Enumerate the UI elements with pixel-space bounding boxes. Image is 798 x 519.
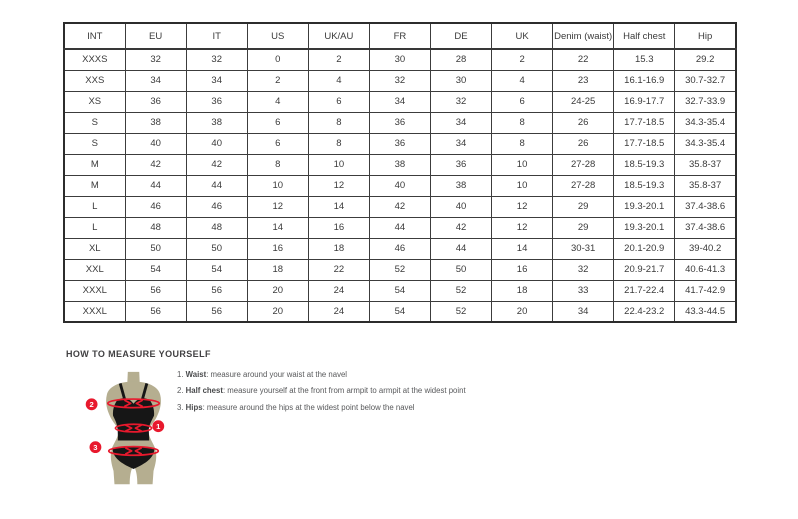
size-value-cell: 26 [553,133,614,154]
size-value-cell: 24-25 [553,91,614,112]
size-value-cell: 6 [247,133,308,154]
size-row [64,280,736,301]
size-value-cell: 26 [553,112,614,133]
size-value-cell: 14 [492,238,553,259]
size-row [64,217,736,238]
measure-step-term: Hips [185,402,203,412]
size-value-cell: 46 [369,238,430,259]
size-value-cell: 40 [186,133,247,154]
size-label-cell: XXS [64,70,125,91]
size-value-cell: 6 [247,112,308,133]
size-value-cell: 48 [125,217,186,238]
size-value-cell: 17.7-18.5 [614,133,675,154]
size-value-cell: 20 [247,280,308,301]
size-value-cell: 4 [492,70,553,91]
measure-steps [177,371,466,420]
size-value-cell: 42 [369,196,430,217]
size-value-cell: 16 [308,217,369,238]
measure-step: 3. Hips: measure around the hips at the widest point below the navel [177,402,415,412]
size-label-cell: XXL [64,259,125,280]
size-value-cell: 22 [553,49,614,70]
measure-section-title: HOW TO MEASURE YOURSELF [66,349,211,359]
size-value-cell: 48 [186,217,247,238]
size-value-cell: 30.7-32.7 [675,70,736,91]
size-value-cell: 8 [492,133,553,154]
size-value-cell: 12 [492,217,553,238]
size-value-cell: 54 [125,259,186,280]
size-row [64,301,736,322]
size-value-cell: 34 [553,301,614,322]
size-table-head [64,23,736,49]
size-value-cell: 40 [430,196,491,217]
size-value-cell: 52 [369,259,430,280]
size-value-cell: 20 [247,301,308,322]
size-value-cell: 46 [186,196,247,217]
chest-badge-number: 2 [89,400,94,410]
size-value-cell: 18 [308,238,369,259]
size-value-cell: 42 [125,154,186,175]
size-value-cell: 17.7-18.5 [614,112,675,133]
size-label-cell: M [64,154,125,175]
size-value-cell: 36 [369,112,430,133]
size-value-cell: 22.4-23.2 [614,301,675,322]
size-value-cell: 52 [430,280,491,301]
size-value-cell: 16.9-17.7 [614,91,675,112]
size-value-cell: 24 [308,280,369,301]
size-value-cell: 29 [553,217,614,238]
size-row [64,259,736,280]
size-label-cell: M [64,175,125,196]
size-value-cell: 19.3-20.1 [614,196,675,217]
size-value-cell: 19.3-20.1 [614,217,675,238]
size-value-cell: 34.3-35.4 [675,112,736,133]
size-value-cell: 2 [492,49,553,70]
column-header: UK [492,23,553,49]
size-value-cell: 14 [308,196,369,217]
hips-badge-number: 3 [93,442,98,452]
size-value-cell: 44 [125,175,186,196]
size-value-cell: 30 [369,49,430,70]
size-table-body [64,49,736,322]
size-value-cell: 10 [492,154,553,175]
measurement-figure [84,371,184,489]
size-value-cell: 38 [186,112,247,133]
column-header: UK/AU [308,23,369,49]
size-value-cell: 36 [369,133,430,154]
size-label-cell: L [64,196,125,217]
size-label-cell: S [64,112,125,133]
column-header: DE [430,23,491,49]
size-value-cell: 20.1-20.9 [614,238,675,259]
size-value-cell: 6 [492,91,553,112]
size-value-cell: 34 [125,70,186,91]
size-label-cell: XS [64,91,125,112]
size-value-cell: 32 [186,49,247,70]
size-value-cell: 46 [125,196,186,217]
size-value-cell: 29.2 [675,49,736,70]
size-value-cell: 23 [553,70,614,91]
size-value-cell: 20 [492,301,553,322]
size-row [64,154,736,175]
size-value-cell: 50 [430,259,491,280]
size-row [64,175,736,196]
size-value-cell: 56 [125,280,186,301]
size-value-cell: 16 [492,259,553,280]
size-value-cell: 50 [186,238,247,259]
header-row [64,23,736,49]
waist-badge-number: 1 [156,421,161,431]
size-value-cell: 27-28 [553,175,614,196]
size-value-cell: 8 [308,112,369,133]
measure-step: 1. Waist: measure around your waist at the navel [177,370,348,379]
size-value-cell: 37.4-38.6 [675,217,736,238]
size-value-cell: 42 [430,217,491,238]
size-value-cell: 52 [430,301,491,322]
size-label-cell: XXXS [64,49,125,70]
size-value-cell: 44 [369,217,430,238]
size-value-cell: 12 [247,196,308,217]
size-value-cell: 56 [186,280,247,301]
size-value-cell: 10 [492,175,553,196]
size-value-cell: 32 [125,49,186,70]
size-value-cell: 18 [247,259,308,280]
size-value-cell: 32.7-33.9 [675,91,736,112]
column-header: Denim (waist) [553,23,614,49]
size-value-cell: 33 [553,280,614,301]
size-value-cell: 44 [430,238,491,259]
size-value-cell: 18.5-19.3 [614,154,675,175]
size-value-cell: 36 [430,154,491,175]
size-value-cell: 36 [186,91,247,112]
size-value-cell: 15.3 [614,49,675,70]
size-value-cell: 14 [247,217,308,238]
size-value-cell: 36 [125,91,186,112]
size-value-cell: 8 [308,133,369,154]
size-label-cell: XXXL [64,301,125,322]
size-value-cell: 44 [186,175,247,196]
size-value-cell: 34 [430,133,491,154]
size-value-cell: 38 [125,112,186,133]
size-value-cell: 8 [247,154,308,175]
size-row [64,70,736,91]
size-value-cell: 22 [308,259,369,280]
column-header: Half chest [614,23,675,49]
column-header: EU [125,23,186,49]
size-value-cell: 27-28 [553,154,614,175]
measure-step-term: Waist [185,370,207,379]
column-header: Hip [675,23,736,49]
measure-step-term: Half chest [185,386,223,396]
size-value-cell: 34.3-35.4 [675,133,736,154]
size-label-cell: S [64,133,125,154]
size-value-cell: 12 [308,175,369,196]
size-label-cell: XL [64,238,125,259]
size-value-cell: 35.8-37 [675,154,736,175]
size-value-cell: 21.7-22.4 [614,280,675,301]
size-row [64,91,736,112]
size-value-cell: 10 [308,154,369,175]
size-value-cell: 34 [430,112,491,133]
size-value-cell: 24 [308,301,369,322]
size-value-cell: 34 [369,91,430,112]
size-row [64,238,736,259]
size-value-cell: 40 [125,133,186,154]
size-value-cell: 6 [308,91,369,112]
size-table [63,22,737,323]
size-value-cell: 28 [430,49,491,70]
size-value-cell: 4 [308,70,369,91]
size-value-cell: 8 [492,112,553,133]
size-value-cell: 20.9-21.7 [614,259,675,280]
size-value-cell: 54 [369,280,430,301]
size-value-cell: 56 [186,301,247,322]
size-value-cell: 2 [308,49,369,70]
size-value-cell: 41.7-42.9 [675,280,736,301]
size-value-cell: 37.4-38.6 [675,196,736,217]
size-value-cell: 29 [553,196,614,217]
size-value-cell: 30-31 [553,238,614,259]
size-value-cell: 16.1-16.9 [614,70,675,91]
size-value-cell: 16 [247,238,308,259]
size-value-cell: 38 [430,175,491,196]
column-header: INT [64,23,125,49]
size-value-cell: 38 [369,154,430,175]
size-value-cell: 40 [369,175,430,196]
size-value-cell: 35.8-37 [675,175,736,196]
size-value-cell: 18.5-19.3 [614,175,675,196]
size-value-cell: 54 [186,259,247,280]
size-value-cell: 43.3-44.5 [675,301,736,322]
size-label-cell: XXXL [64,280,125,301]
size-value-cell: 4 [247,91,308,112]
size-value-cell: 30 [430,70,491,91]
size-value-cell: 10 [247,175,308,196]
column-header: FR [369,23,430,49]
size-row [64,133,736,154]
size-value-cell: 32 [430,91,491,112]
size-label-cell: L [64,217,125,238]
size-value-cell: 2 [247,70,308,91]
size-value-cell: 12 [492,196,553,217]
column-header: IT [186,23,247,49]
measure-step: 2. Half chest: measure yourself at the front from armpit to armpit at the widest point [177,386,466,396]
size-value-cell: 39-40.2 [675,238,736,259]
size-value-cell: 34 [186,70,247,91]
size-value-cell: 18 [492,280,553,301]
size-value-cell: 32 [553,259,614,280]
size-row [64,196,736,217]
size-value-cell: 40.6-41.3 [675,259,736,280]
size-value-cell: 42 [186,154,247,175]
mannequin-swimsuit-illustration [84,371,184,489]
column-header: US [247,23,308,49]
size-value-cell: 32 [369,70,430,91]
size-value-cell: 56 [125,301,186,322]
size-value-cell: 54 [369,301,430,322]
size-value-cell: 0 [247,49,308,70]
size-value-cell: 50 [125,238,186,259]
size-row [64,112,736,133]
size-row [64,49,736,70]
